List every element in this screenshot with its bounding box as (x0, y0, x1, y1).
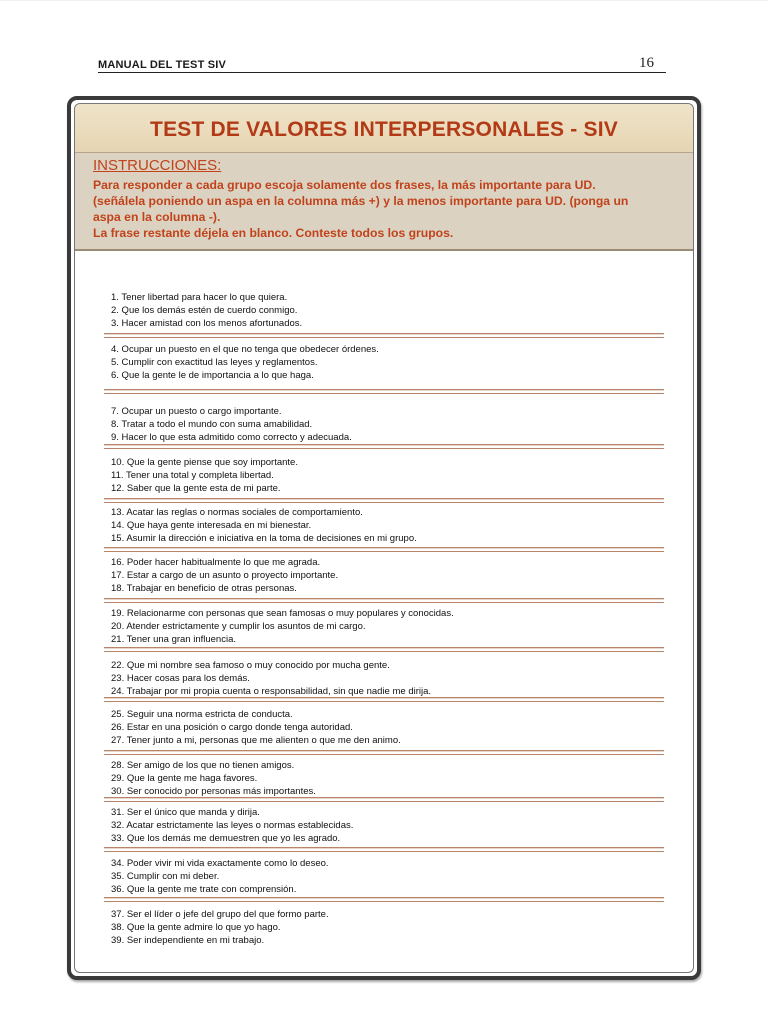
item-statement: 7. Ocupar un puesto o cargo importante. (111, 406, 282, 417)
item-statement: 33. Que los demás me demuestren que yo les agrado. (111, 833, 341, 844)
instructions-text (93, 177, 673, 241)
instructions-line: aspa en la columna -). (93, 210, 221, 224)
item-statement: 4. Ocupar un puesto en el que no tenga que obedecer órdenes. (111, 344, 379, 355)
item-statement: 34. Poder vivir mi vida exactamente como lo deseo. (111, 858, 329, 869)
item-statement: 10. Que la gente piense que soy importante. (111, 457, 298, 468)
item-group (111, 291, 671, 330)
item-statement: 2. Que los demás estén de cuerdo conmigo. (111, 305, 298, 316)
item-statement: 12. Saber que la gente esta de mi parte. (111, 483, 281, 494)
item-group (111, 506, 671, 545)
item-statement: 9. Hacer lo que esta admitido como correcto y adecuada. (111, 432, 352, 443)
item-statement: 5. Cumplir con exactitud las leyes y reglamentos. (111, 357, 318, 368)
item-group (111, 659, 671, 698)
item-statement: 15. Asumir la dirección e iniciativa en la toma de decisiones en mi grupo. (111, 533, 417, 544)
item-statement: 6. Que la gente le de importancia a lo que haga. (111, 370, 314, 381)
item-statement: 22. Que mi nombre sea famoso o muy conocido por mucha gente. (111, 660, 390, 671)
group-separator (104, 389, 664, 394)
test-title: TEST DE VALORES INTERPERSONALES - SIV (150, 118, 618, 141)
instructions-line: Para responder a cada grupo escoja solamente dos frases, la más importante para UD. (93, 178, 596, 192)
group-separator (104, 498, 664, 503)
group-separator (104, 333, 664, 338)
instructions-heading: INSTRUCCIONES: (93, 157, 222, 174)
group-separator (104, 797, 664, 802)
item-statement: 11. Tener una total y completa libertad. (111, 470, 274, 481)
item-statement: 26. Estar en una posición o cargo donde tenga autoridad. (111, 722, 353, 733)
item-statement: 37. Ser el líder o jefe del grupo del que formo parte. (111, 909, 329, 920)
item-statement: 35. Cumplir con mi deber. (111, 871, 220, 882)
item-group (111, 759, 671, 798)
page-number: 16 (639, 55, 654, 71)
item-statement: 39. Ser independiente en mi trabajo. (111, 935, 265, 946)
instructions-band (75, 153, 693, 251)
instructions-line: La frase restante déjela en blanco. Conteste todos los grupos. (93, 226, 454, 240)
item-group (111, 405, 671, 444)
item-statement: 38. Que la gente admire lo que yo hago. (111, 922, 281, 933)
item-group (111, 556, 671, 595)
test-frame (67, 96, 701, 980)
item-group (111, 607, 671, 646)
item-statement: 24. Trabajar por mi propia cuenta o responsabilidad, sin que nadie me dirija. (111, 686, 432, 697)
item-statement: 29. Que la gente me haga favores. (111, 773, 258, 784)
item-group (111, 857, 671, 896)
group-separator (104, 647, 664, 652)
item-statement: 28. Ser amigo de los que no tienen amigos. (111, 760, 295, 771)
item-statement: 13. Acatar las reglas o normas sociales de comportamiento. (111, 507, 363, 518)
item-statement: 1. Tener libertad para hacer lo que quiera. (111, 292, 288, 303)
item-group (111, 343, 671, 382)
item-group (111, 708, 671, 747)
item-statement: 18. Trabajar en beneficio de otras personas. (111, 583, 297, 594)
item-statement: 16. Poder hacer habitualmente lo que me agrada. (111, 557, 321, 568)
item-statement: 30. Ser conocido por personas más importantes. (111, 786, 316, 797)
item-statement: 14. Que haya gente interesada en mi bienestar. (111, 520, 312, 531)
item-statement: 19. Relacionarme con personas que sean famosas o muy populares y conocidas. (111, 608, 454, 619)
item-statement: 27. Tener junto a mi, personas que me alienten o que me den animo. (111, 735, 401, 746)
item-group (111, 456, 671, 495)
item-group (111, 806, 671, 845)
item-statement: 36. Que la gente me trate con comprensión. (111, 884, 297, 895)
item-statement: 17. Estar a cargo de un asunto o proyecto importante. (111, 570, 339, 581)
group-separator (104, 897, 664, 902)
manual-title: MANUAL DEL TEST SIV (98, 59, 227, 71)
group-separator (104, 697, 664, 702)
item-statement: 23. Hacer cosas para los demás. (111, 673, 250, 684)
title-band (75, 104, 693, 153)
group-separator (104, 444, 664, 449)
item-statement: 32. Acatar estrictamente las leyes o normas establecidas. (111, 820, 354, 831)
item-statement: 21. Tener una gran influencia. (111, 634, 236, 645)
instructions-line: (señálela poniendo un aspa en la columna más +) y la menos importante para UD. (ponga un (93, 194, 629, 208)
item-statement: 20. Atender estrictamente y cumplir los asuntos de mi cargo. (111, 621, 366, 632)
group-separator (104, 598, 664, 603)
group-separator (104, 847, 664, 852)
item-statement: 3. Hacer amistad con los menos afortunados. (111, 318, 303, 329)
item-statement: 8. Tratar a todo el mundo con suma amabilidad. (111, 419, 313, 430)
item-group (111, 908, 671, 947)
item-statement: 31. Ser el único que manda y dirija. (111, 807, 260, 818)
group-separator (104, 547, 664, 552)
item-statement: 25. Seguir una norma estricta de conducta. (111, 709, 293, 720)
group-separator (104, 750, 664, 755)
page-header (98, 52, 666, 73)
